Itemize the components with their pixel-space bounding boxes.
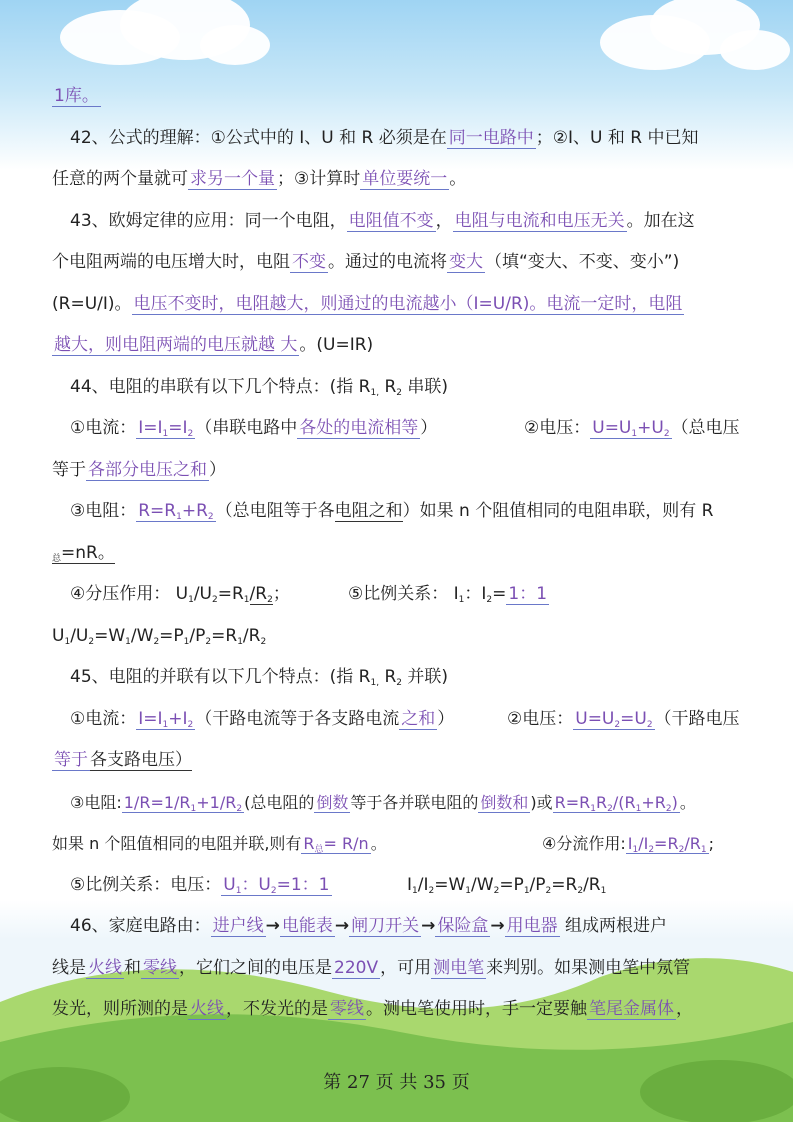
line-44-title: 44、电阻的串联有以下几个特点：(指 $R_{1,}$ $R_2$ 串联) (70, 376, 449, 398)
line-43-a: 43、欧姆定律的应用：同一个电阻， 电阻值不变 ， 电阻与电流和电压无关 。加在这 (70, 210, 695, 231)
line-44-divider: ④分压作用： $U_1/U_2=R_1/R_2$； ⑤比例关系： $I_1$：$I_2= 1$：1 (70, 584, 548, 605)
line-45-title: 45、电阻的并联有以下几个特点：(指 $R_{1,}$ $R_2$ 并联) (70, 667, 449, 688)
line-44-resistance-cont: $_总$=nR。 (52, 542, 115, 564)
line-42-a: 42、公式的理解：①公式中的 I、U 和 R 必须是在 同一电路中 ；②I、U 和 R 中已知 (70, 127, 699, 148)
line-46-c: 发光，则所测的是 火线 ，不发光的是 零线 。测电笔使用时，手一定要触 笔尾金属体 ， (52, 999, 693, 1019)
line-43-d: 越大，则电阻两端的电压就越 大 。(U=IR) (54, 335, 374, 355)
line-44-current: ①电流： $I=I_1=I_2$ （串联电路中 各处的电流相等 ） ②电压： $U=U_1+U_2$ （总电压 (70, 418, 740, 439)
line-45-resistance: ③电阻: $1/R=1/R_1+1/R_2$ (总电阻的 倒数 等于各并联电阻的 倒数和 )或 $R=R_1R_2/(R_1+R_2)$ 。 (70, 792, 696, 814)
document-body (52, 76, 744, 1031)
line-42-b: 任意的两个量就可 求另一个量 ；③计算时 单位要统一 。 (52, 169, 467, 189)
line-45-resistance-cont: 如果 n 个阻值相同的电阻并联,则有 $R_总= R/n$ 。 ④分流作用: $I_1/I_2=R_2/R_1$ ; (52, 834, 714, 855)
page-footer: 第 27 页 共 35 页 (323, 1072, 470, 1093)
line-45-ratio: ⑤比例关系：电压： $U_1$：$U_2=1$：1 $I_1/I_2=W_1/W_2=P_1/P_2=R_2/R_1$ (70, 874, 607, 896)
line-44-voltage-cont: 等于 各部分电压之和 ） (52, 459, 226, 480)
line-0: 1库。 (54, 86, 99, 106)
line-45-current: ①电流： $I=I_1+I_2$ （干路电流等于各支路电流 之和 ） ②电压： $U=U_2=U_2$ （干路电压 (70, 708, 740, 730)
cloud-left-small (200, 25, 270, 65)
line-43-b: 个电阻两端的电压增大时，电阻 不变 。通过的电流将 变大 （填“变大、不变、变小”) (52, 252, 680, 272)
line-44-resistance: ③电阻： $R=R_1+R_2$ （总电阻等于各电阻之和）如果 n 个阻值相同的电阻串联，则有 R (70, 501, 714, 522)
line-46-a: 46、家庭电路由： 进户线 → 电能表 → 闸刀开关 → 保险盒 → 用电器 组成两根进户 (70, 916, 668, 936)
line-44-ratio: $U_1/U_2=W_1/W_2=P_1/P_2=R_1/R_2$ (52, 625, 267, 647)
line-46-b: 线是 火线 和 零线 ，它们之间的电压是 220V ，可用 测电笔 来判别。如果测电笔中氖管 (52, 957, 691, 978)
cloud-right-small (720, 30, 790, 70)
line-45-voltage-cont: 等于 各支路电压） (54, 750, 192, 770)
line-43-c: (R=U/I)。 电压不变时，电阻越大，则通过的电流越小（I=U/R)。电流一定时，电阻 (52, 293, 683, 314)
